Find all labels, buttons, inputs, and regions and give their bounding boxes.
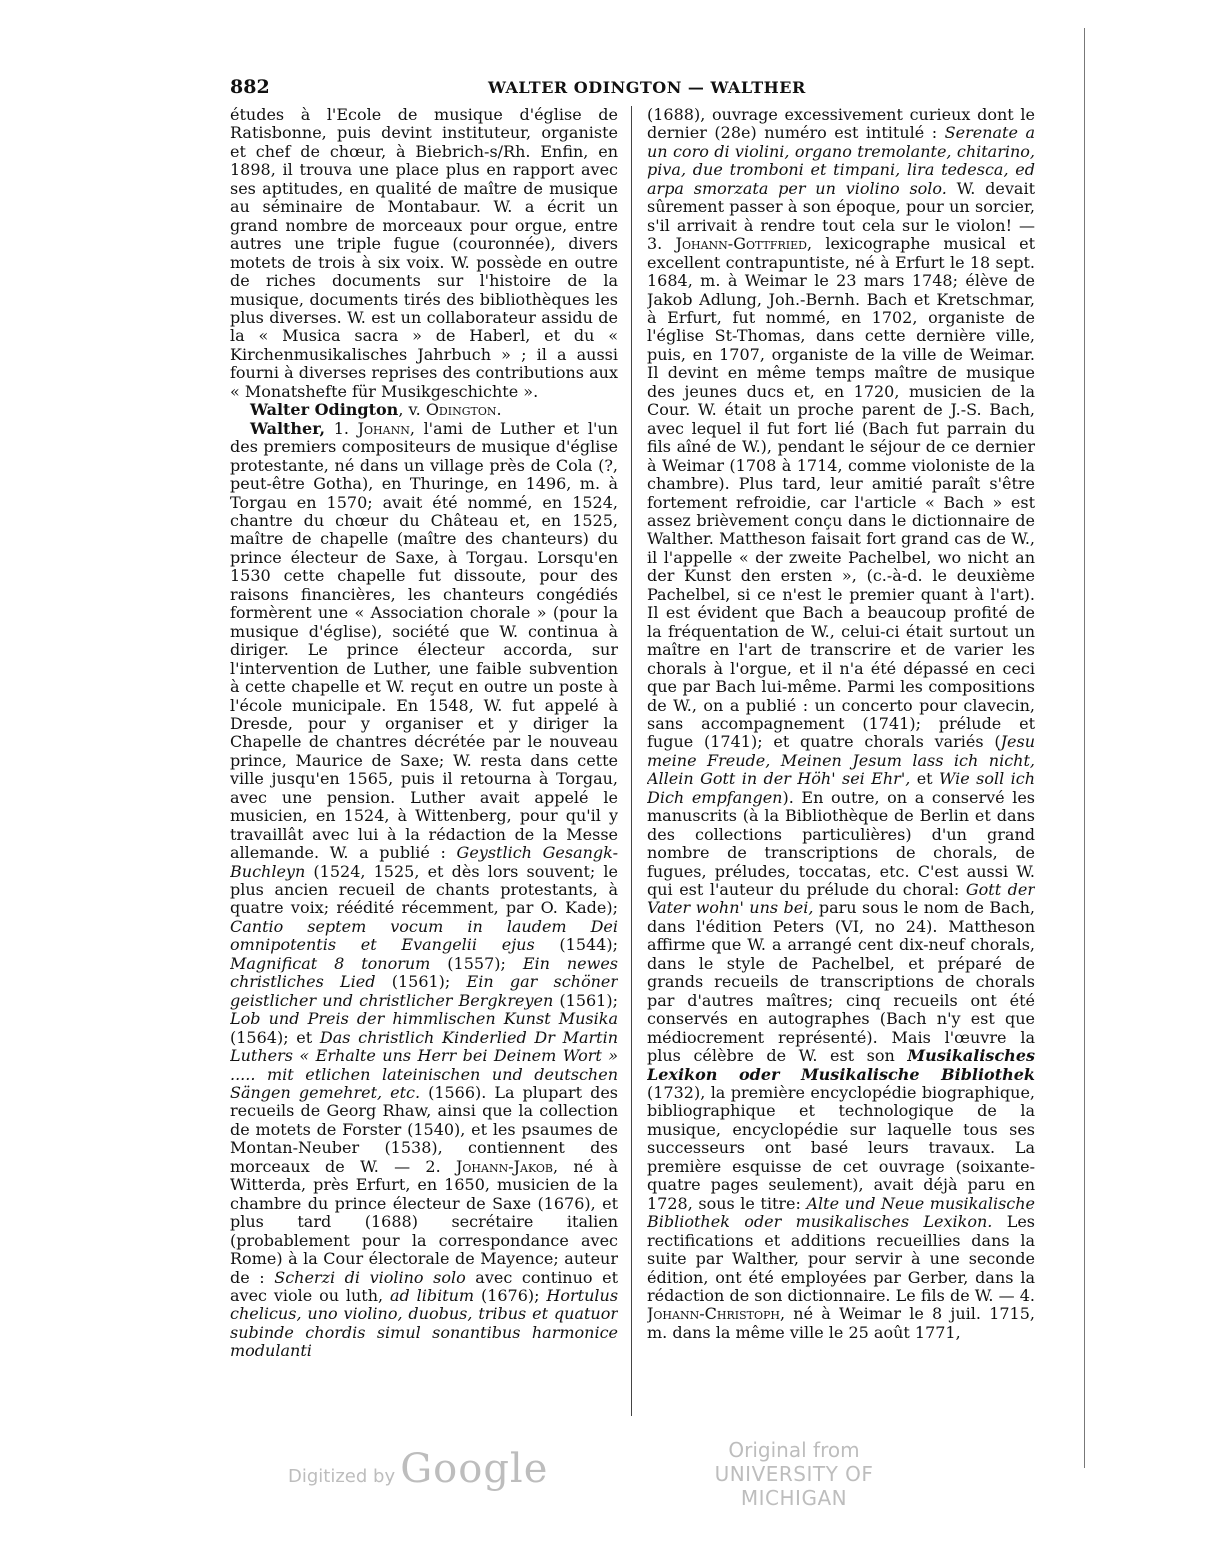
work-title: Magnificat 8 tonorum <box>230 953 431 973</box>
work-title: Jesu meine Freude, Meinen Jesum lass ich nicht, Allein Gott in der Höh' sei Ehr', <box>647 732 1035 789</box>
cross-reference: Odington. <box>425 400 502 420</box>
paragraph-continuation: études à l'Ecole de musique d'église de Ratisbonne, puis devint instituteur, organiste et chef de chœur, à Biebrich-s/Rh. Enfin, en 1898, il trouva une place plus en rapport avec ses aptitudes, en qualité de maître de musique au séminaire de Montabaur. W. a écrit un grand nombre de morceaux pour orgue, entre autres une triple fugue (couronnée), divers motets de trois à six voix. W. possède en outre de riches documents sur l'histoire de la musique, documents tirés des bibliothèques les plus diverses. W. est un collaborateur assidu de la « Musica sacra » de Haberl, et du « Kirchenmusikalisches Jahrbuch » ; il a aussi fourni à diverses reprises des contributions aux « Monatshefte für Musikgeschichte ». <box>230 106 618 401</box>
work-title: Serenate a un coro di violini, organo tremolante, chitarino, piva, due tromboni et timpani, lira tedesca, ed arpa smorzata per un violino solo. <box>647 123 1035 198</box>
work-title: Alte und Neue musikalische Bibliothek oder musikalisches Lexikon. <box>647 1193 1035 1232</box>
work-title: Wie soll ich Dich empfangen <box>647 769 1035 807</box>
work-title: Lob und Preis der himmlischen Kunst Musika <box>230 1009 618 1029</box>
right-column <box>647 106 1035 1416</box>
work-title: Hortulus chelicus, uno violino, duobus, tribus et quatuor subinde chordis simul sonantibus harmonice modulanti <box>230 1286 618 1361</box>
running-head <box>230 76 1080 98</box>
work-title: Gott der Vater wohn' uns bei, <box>647 880 1035 918</box>
university-name: UNIVERSITY OF MICHIGAN <box>714 1462 874 1510</box>
scan-footer <box>0 1438 1207 1510</box>
sub-entry-name: Johann-Gottfried, <box>675 234 813 254</box>
entry-walter-odington: Walter Odington, v. Odington. <box>250 400 502 420</box>
work-title: Cantio septem vocum in laudem Dei omnipotentis et Evangelii ejus <box>230 916 618 955</box>
work-title: ad libitum <box>389 1286 475 1305</box>
sub-entry-name: Johann, <box>357 418 415 438</box>
work-title: Ein gar schöner geistlicher und christlicher Bergkreyen <box>230 972 618 1010</box>
google-logo: Google <box>400 1446 549 1492</box>
work-title: Musikalisches Lexikon oder Musikalische Bibliothek <box>647 1046 1035 1084</box>
work-title: Ein newes christliches Lied <box>230 953 618 992</box>
column-divider <box>631 106 632 1416</box>
work-title: Scherzi di violino solo <box>274 1267 466 1287</box>
sub-entry-name: Johann-Jakob, <box>455 1156 559 1176</box>
work-title: Geystlich Gesangk-Buchleyn <box>230 843 618 881</box>
running-title: WALTER ODINGTON — WALTHER <box>488 78 806 97</box>
original-from-watermark: Original from UNIVERSITY OF MICHIGAN <box>664 1438 924 1510</box>
digitized-by-watermark: Digitized by Google <box>288 1446 549 1492</box>
entry-headword: Walther, <box>250 418 326 438</box>
page-edge-line <box>1084 28 1085 1468</box>
entry-headword: Walter Odington <box>250 400 399 420</box>
sub-entry-name: Johann-Christoph, <box>647 1304 786 1324</box>
entry-walther: Walther, 1. Johann, l'ami de Luther et l'un des premiers compositeurs de musique d'église protestante, né dans un village près de Cola (?, peut-être Gotha), en Thuringe, en 1496, m. à Torgau en 1570; avait été nommé, en 1524, chantre du chœur du Château et, en 1525, maître de chapelle (maître des chanteurs) du prince électeur de Saxe, à Torgau. Lorsqu'en 1530 cette chapelle fut dissoute, pour des raisons financières, les chanteurs congédiés formèrent une « Association chorale » (pour la musique d'église), société que W. continua à diriger. Le prince électeur accorda, sur l'intervention de Luther, une faible subvention à cette chapelle et W. reçut en outre un poste à l'école municipale. En 1548, W. fut appelé à Dresde, pour y organiser et y diriger la Chapelle de chantres décrétée par le nouveau prince, Maurice de Saxe; W. resta dans cette ville jusqu'en 1565, puis il retourna à Torgau, avec une pension. Luther avait appelé le musicien, en 1524, à Wittenberg, pour qu'il y travaillât avec lui à la rédaction de la Messe allemande. W. a publié : Geystlich Gesangk-Buchleyn (1524, 1525, et dès lors souvent; le plus ancien recueil de chants protestants, à quatre voix; réédité récemment, par O. Kade); Cantio septem vocum in laudem Dei omnipotentis et Evangelii ejus (1544); Magnificat 8 tonorum (1557); Ein newes christliches Lied (1561); Ein gar schöner geistlicher und christlicher Bergkreyen (1561); Lob und Preis der himmlischen Kunst Musika (1564); et Das christlich Kinderlied Dr Martin Luthers « Erhalte uns Herr bei Deinem Wort » ..... mit etlichen lateinischen und deutschen Sängen gemehret, etc. (1566). La plupart des recueils de Georg Rhaw, ainsi que la collection de motets de Forster (1540), et les psaumes de Montan-Neuber (1538), contiennent des morceaux de W. — 2. Johann-Jakob, né à Witterda, près Erfurt, en 1650, musicien de la chambre du prince électeur de Saxe (1676), et plus tard (1688) secrétaire italien (probablement pour la correspondance avec Rome) à la Cour électorale de Mayence; auteur de : Scherzi di violino solo avec continuo et avec viole ou luth, ad libitum (1676); Hortulus chelicus, uno violino, duobus, tribus et quatuor subinde chordis simul sonantibus harmonice modulanti <box>230 418 618 1361</box>
left-column <box>230 106 618 1416</box>
work-title: Das christlich Kinderlied Dr Martin Luthers « Erhalte uns Herr bei Deinem Wort » ..... mit etlichen lateinischen und deutschen Sängen gemehret, etc. <box>230 1027 618 1103</box>
page-number: 882 <box>230 76 270 98</box>
paragraph-continuation: (1688), ouvrage excessivement curieux dont le dernier (28e) numéro est intitulé : Serenate a un coro di violini, organo tremolante, chitarino, piva, due tromboni et timpani, lira tedesca, ed arpa smorzata per un violino solo. W. devait sûrement passer à son époque, pour un sorcier, s'il arrivait à rendre tout cela sur le violon! — 3. Johann-Gottfried, lexicographe musical et excellent contrapuntiste, né à Erfurt le 18 sept. 1684, m. à Weimar le 23 mars 1748; élève de Jakob Adlung, Joh.-Bernh. Bach et Kretschmar, à Erfurt, fut nommé, en 1702, organiste de l'église St-Thomas, dans cette dernière ville, puis, en 1707, organiste de la ville de Weimar. Il devint en même temps maître de musique des jeunes ducs et, en 1720, musicien de la Cour. W. était un proche parent de J.-S. Bach, avec lequel il fut fort lié (Bach fut parrain du fils aîné de W.), pendant le séjour de ce dernier à Weimar (1708 à 1714, comme violoniste de la chambre). Plus tard, leur amitié paraît s'être fortement refroidie, car l'article « Bach » est assez brièvement conçu dans le dictionnaire de Walther. Mattheson faisait fort grand cas de W., il l'appelle « der zweite Pachelbel, wo nicht an der Kunst den ersten », (c.-à-d. le deuxième Pachelbel, si ce n'est le premier quant à l'art). Il est évident que Bach a beaucoup profité de la fréquentation de W., celui-ci était surtout un maître en l'art de transcrire et de varier les chorals à l'orgue, et il n'a été dépassé en ceci que par Bach lui-même. Parmi les compositions de W., on a publié : un concerto pour clavecin, sans accompagnement (1741); prélude et fugue (1741); et quatre chorals variés (Jesu meine Freude, Meinen Jesum lass ich nicht, Allein Gott in der Höh' sei Ehr', et Wie soll ich Dich empfangen). En outre, on a conservé les manuscrits (à la Bibliothèque de Berlin et dans des collections particulières) d'un grand nombre de transcriptions de chorals, de fugues, préludes, toccatas, etc. C'est aussi W. qui est l'auteur du prélude du choral: Gott der Vater wohn' uns bei, paru sous le nom de Bach, dans l'édition Peters (VI, no 24). Mattheson affirme que W. a arrangé cent dix-neuf chorals, dans le style de Pachelbel, et préparé de grands recueils de transcriptions de chorals par d'autres maîtres; cinq recueils ont été conservés en autographes (Bach n'y est que médiocrement représenté). Mais l'œuvre la plus célèbre de W. est son Musikalisches Lexikon oder Musikalische Bibliothek (1732), la première encyclopédie biographique, bibliographique et technologique de la musique, encyclopédie sur laquelle tous ses successeurs ont basé leurs travaux. La première esquisse de cet ouvrage (soixante-quatre pages seulement), avait déjà paru en 1728, sous le titre: Alte und Neue musikalische Bibliothek oder musikalisches Lexikon. Les rectifications et additions recueillies dans la suite par Walther, pour servir à une seconde édition, ont été employées par Gerber, dans la rédaction de son dictionnaire. Le fils de W. — 4. Johann-Christoph, né à Weimar le 8 juil. 1715, m. dans la même ville le 25 août 1771, <box>647 106 1035 1342</box>
